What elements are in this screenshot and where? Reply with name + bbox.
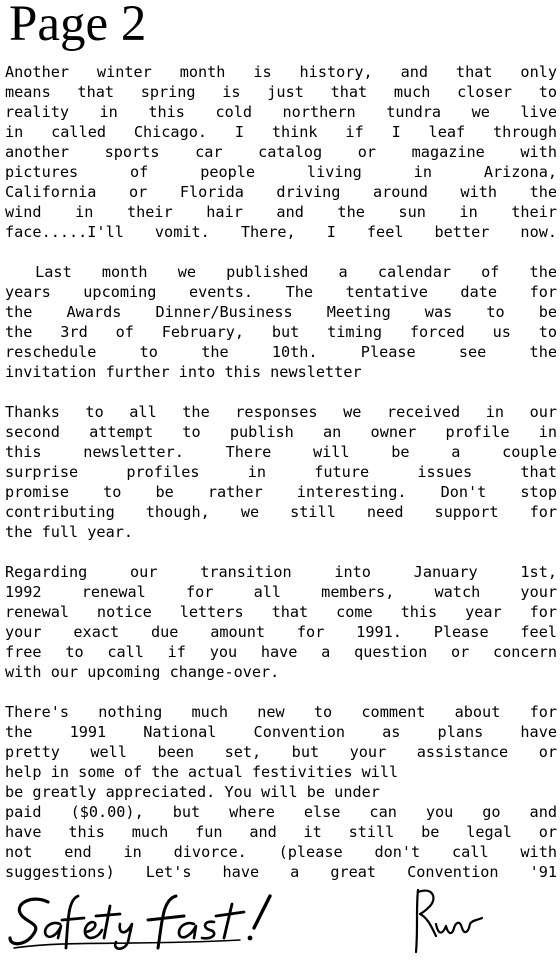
text-line: means that spring is just that much closer to [5, 83, 557, 101]
paragraph-renewal [5, 562, 557, 682]
text-line: There's nothing much new to comment about for [5, 703, 557, 721]
text-line: reality in this cold northern tundra we live [5, 103, 557, 121]
text-line: Last month we published a calendar of the [5, 263, 557, 281]
text-line: face.....I'll vomit. There, I feel better now. [5, 223, 557, 241]
text-line: invitation further into this newsletter [5, 363, 362, 381]
text-line: reschedule to the 10th. Please see the [5, 343, 557, 361]
text-line: paid ($0.00), but where else can you go and [5, 803, 557, 821]
text-line: free to call if you have a question or concern [5, 643, 557, 661]
text-line: renewal notice letters that come this year for [5, 603, 557, 621]
text-line: pictures of people living in Arizona, [5, 163, 557, 181]
text-line: the 1991 National Convention as plans have [5, 723, 557, 741]
editor-initials-signature [408, 884, 488, 956]
text-line: be greatly appreciated. You will be under [5, 783, 380, 801]
text-line: not end in divorce. (please don't call with [5, 843, 557, 861]
text-line: with our upcoming change-over. [5, 663, 280, 681]
safety-fast-signature [8, 890, 348, 952]
text-line: the Awards Dinner/Business Meeting was to be [5, 303, 557, 321]
article-body [5, 62, 557, 902]
text-line: surprise profiles in future issues that [5, 463, 557, 481]
text-line: have this much fun and it still be legal or [5, 823, 557, 841]
text-line: Thanks to all the responses we received in our [5, 403, 557, 421]
paragraph-winter [5, 62, 557, 242]
text-line: 1992 renewal for all members, watch your [5, 583, 557, 601]
text-line: wind in their hair and the sun in their [5, 203, 557, 221]
text-line: Regarding our transition into January 1st, [5, 563, 557, 581]
text-line: Another winter month is history, and that only [5, 63, 557, 81]
paragraph-calendar [5, 262, 557, 382]
text-line: this newsletter. There will be a couple [5, 443, 557, 461]
text-line: contributing though, we still need support for [5, 503, 557, 521]
text-line: second attempt to publish an owner profile in [5, 423, 557, 441]
text-line: California or Florida driving around with the [5, 183, 557, 201]
paragraph-owner-profile [5, 402, 557, 542]
paragraph-convention [5, 702, 557, 882]
text-line: help in some of the actual festivities will [5, 763, 399, 781]
text-line: the 3rd of February, but timing forced us to [5, 323, 557, 341]
text-line: years upcoming events. The tentative date for [5, 283, 557, 301]
page-title: Page 2 [9, 0, 147, 52]
text-line: the full year. [5, 523, 134, 541]
text-line: pretty well been set, but your assistance or [5, 743, 557, 761]
text-line: another sports car catalog or magazine with [5, 143, 557, 161]
text-line: suggestions) Let's have a great Convention '91 [5, 863, 557, 881]
text-line: in called Chicago. I think if I leaf through [5, 123, 557, 141]
text-line: your exact due amount for 1991. Please feel [5, 623, 557, 641]
text-line: promise to be rather interesting. Don't stop [5, 483, 557, 501]
